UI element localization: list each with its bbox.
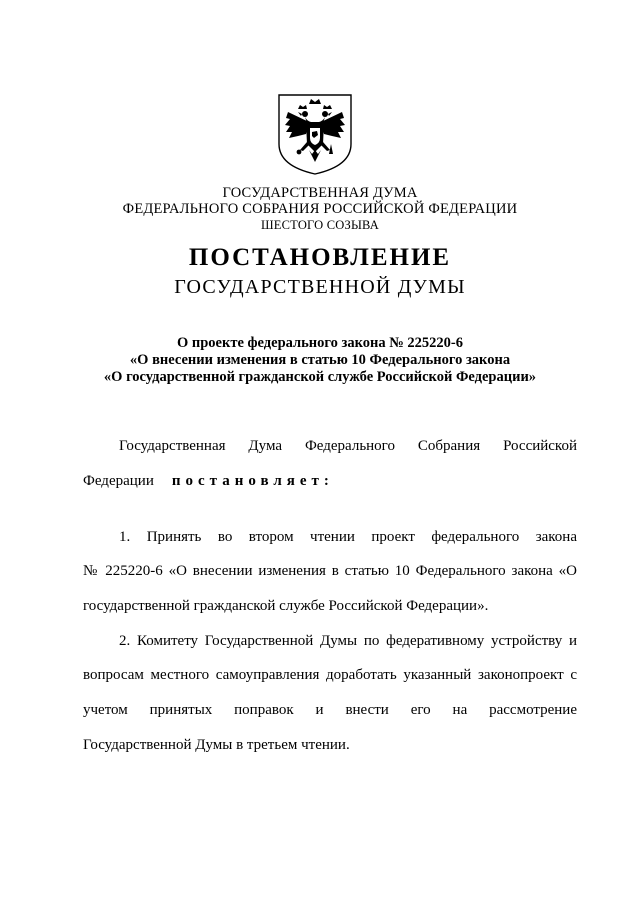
item-1-line-1: 1. Принять во втором чтении проект федерального закона	[119, 529, 577, 545]
item-2-line-1: 2. Комитету Государственной Думы по федеративному устройству и	[119, 633, 577, 649]
document-title: ПОСТАНОВЛЕНИЕ	[188, 244, 452, 271]
russian-coat-of-arms-icon	[276, 92, 354, 176]
subject-line-3: «О государственной гражданской службе Российской Федерации»	[103, 369, 537, 385]
preamble-federation-word: Федерации	[83, 473, 154, 489]
org-name-line-1: ГОСУДАРСТВЕННАЯ ДУМА	[222, 185, 418, 201]
subject-line-1: О проекте федерального закона № 225220-6	[176, 335, 464, 351]
subject-line-2: «О внесении изменения в статью 10 Федерального закона	[129, 352, 511, 368]
item-2-line-4: Государственной Думы в третьем чтении.	[83, 737, 350, 753]
item-1-line-3: государственной гражданской службе Российской Федерации».	[83, 598, 489, 614]
item-1-line-2: № 225220-6 «О внесении изменения в статью 10 Федерального закона «О	[83, 563, 577, 579]
document-subtitle: ГОСУДАРСТВЕННОЙ ДУМЫ	[174, 276, 466, 298]
preamble-line-1: Государственная Дума Федерального Собрания Российской	[119, 438, 577, 454]
org-name-line-2: ФЕДЕРАЛЬНОГО СОБРАНИЯ РОССИЙСКОЙ ФЕДЕРАЦИИ	[122, 201, 518, 217]
decree-word: постановляет:	[171, 473, 334, 489]
item-2-line-3: учетом принятых поправок и внести его на рассмотрение	[83, 702, 577, 718]
convocation-line: ШЕСТОГО СОЗЫВА	[260, 218, 380, 232]
preamble-line-2	[83, 473, 577, 490]
item-2-line-2: вопросам местного самоуправления доработать указанный законопроект с	[83, 667, 577, 683]
